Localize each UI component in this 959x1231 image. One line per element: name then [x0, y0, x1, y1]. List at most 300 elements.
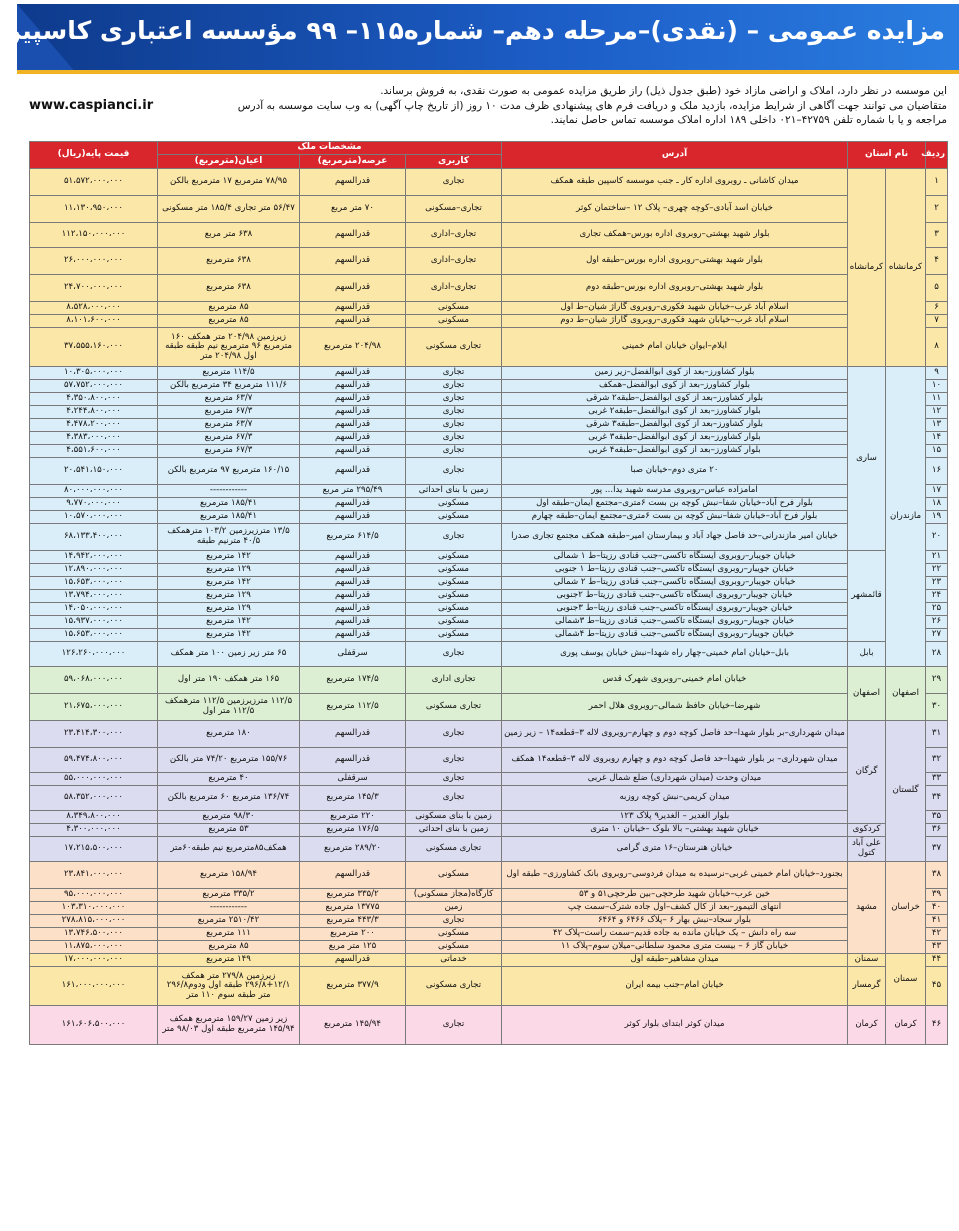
table-row [30, 694, 948, 721]
address-cell: امامزاده عباس–روبروی مدرسه شهید یدا... پور [502, 485, 848, 498]
base-price-cell: ۱۶۱،۶۰۶،۵۰۰،۰۰۰ [30, 1006, 158, 1045]
row-number: ۶ [926, 302, 948, 315]
building-area-cell: ۶۷/۳ مترمربع [158, 445, 300, 458]
address-cell: خیابان هنرستان–۱۶ متری گرامی [502, 837, 848, 862]
usage-cell: خدماتی [406, 954, 502, 967]
row-number: ۴۵ [926, 967, 948, 1006]
land-area-cell: قدرالسهم [300, 380, 406, 393]
land-area-cell: قدرالسهم [300, 458, 406, 485]
base-price-cell: ۵۱،۵۷۲،۰۰۰،۰۰۰ [30, 169, 158, 196]
building-area-cell: ۱۸۵/۴۱ مترمربع [158, 498, 300, 511]
base-price-cell: ۲۷۸،۸۱۵،۰۰۰،۰۰۰ [30, 915, 158, 928]
table-row [30, 485, 948, 498]
row-number: ۲۶ [926, 616, 948, 629]
base-price-cell: ۱۱،۸۷۵،۰۰۰،۰۰۰ [30, 941, 158, 954]
land-area-cell: ۱۷۶/۵ مترمربع [300, 824, 406, 837]
land-area-cell: قدرالسهم [300, 302, 406, 315]
building-area-cell: ۶۷/۳ مترمربع [158, 432, 300, 445]
usage-cell: تجاری [406, 721, 502, 748]
building-area-cell: ۳۳۵/۲ مترمربع [158, 889, 300, 902]
base-price-cell: ۱۵،۹۳۷،۰۰۰،۰۰۰ [30, 616, 158, 629]
row-number: ۲۸ [926, 642, 948, 667]
table-row [30, 941, 948, 954]
usage-cell: مسکونی [406, 302, 502, 315]
land-area-cell: قدرالسهم [300, 275, 406, 302]
address-cell: میدان کوثر ابتدای بلوار کوثر [502, 1006, 848, 1045]
header-address: آدرس [502, 142, 848, 169]
address-cell: بلوار کشاورز–بعد از کوی ابوالفضل–طبقه۴ غربی [502, 445, 848, 458]
base-price-cell: ۱۳،۷۹۴،۰۰۰،۰۰۰ [30, 590, 158, 603]
address-cell: بلوار کشاورز–بعد از کوی ابوالفضل–طبقه۳ غربی [502, 432, 848, 445]
address-cell: اسلام آباد غرب–خیابان شهید فکوری–روبروی گاراژ شیان–ط اول [502, 302, 848, 315]
city-cell: کرمان [848, 1006, 886, 1045]
table-row [30, 811, 948, 824]
row-number: ۳۵ [926, 811, 948, 824]
usage-cell: مسکونی [406, 498, 502, 511]
building-area-cell: زیر زمین ۱۵۹/۲۷ مترمربع همکف ۱۴۵/۹۴ مترمربع طبقه اول ۹۸/۰۳ متر [158, 1006, 300, 1045]
land-area-cell: ۷۰ متر مربع [300, 196, 406, 223]
province-cell: کرمانشاه [886, 169, 926, 367]
table-body [30, 169, 948, 1045]
usage-cell: تجاری مسکونی [406, 837, 502, 862]
building-area-cell: ۱۱۲/۵ مترزیرزمین ۱۱۲/۵ مترهمکف ۱۱۲/۵ متر اول [158, 694, 300, 721]
land-area-cell: ۱۴۵/۳ مترمربع [300, 786, 406, 811]
intro-line-3: مراجعه و یا با شماره تلفن ۴۲۷۵۹–۰۲۱ داخلی ۱۸۹ اداره املاک موسسه تماس حاصل نمایند. [550, 114, 947, 126]
base-price-cell: ۲۱،۶۷۵،۰۰۰،۰۰۰ [30, 694, 158, 721]
table-row [30, 248, 948, 275]
city-cell: گرمسار [848, 967, 886, 1006]
table-row [30, 915, 948, 928]
base-price-cell: ۲۴،۷۰۰،۰۰۰،۰۰۰ [30, 275, 158, 302]
land-area-cell: قدرالسهم [300, 862, 406, 889]
address-cell: میدان شهرداری– بر بلوار شهدا–حد فاصل کوچه دوم و چهارم روبروی لاله ۳–قطعه۱۴ همکف [502, 748, 848, 773]
address-cell: خیابان جویبار–روبروی ایستگاه تاکسی–جنب قنادی رزیتا–ط ۴شمالی [502, 629, 848, 642]
city-cell: مشهد [848, 862, 886, 954]
header-row-number: ردیف [926, 142, 948, 169]
row-number: ۲ [926, 196, 948, 223]
address-cell: میدان وحدت (میدان شهرداری) ضلع شمال غربی [502, 773, 848, 786]
row-number: ۱۷ [926, 485, 948, 498]
table-row [30, 967, 948, 1006]
usage-cell: تجاری مسکونی [406, 694, 502, 721]
base-price-cell: ۱۷،۲۱۵،۵۰۰،۰۰۰ [30, 837, 158, 862]
land-area-cell: ۳۳۵/۲ مترمربع [300, 889, 406, 902]
table-row [30, 419, 948, 432]
city-cell: گرگان [848, 721, 886, 824]
row-number: ۲۷ [926, 629, 948, 642]
table-row [30, 328, 948, 367]
city-cell: قائمشهر [848, 551, 886, 642]
land-area-cell: قدرالسهم [300, 248, 406, 275]
header-land: عرصه(مترمربع) [300, 155, 406, 169]
land-area-cell: قدرالسهم [300, 551, 406, 564]
base-price-cell: ۶۸،۱۳۳،۴۰۰،۰۰۰ [30, 524, 158, 551]
base-price-cell: ۴،۳۵۰،۸۰۰،۰۰۰ [30, 393, 158, 406]
table-row [30, 629, 948, 642]
land-area-cell: سرقفلی [300, 642, 406, 667]
table-row [30, 786, 948, 811]
usage-cell: مسکونی [406, 616, 502, 629]
header-price: قیمت پایه(ریال) [30, 142, 158, 169]
usage-cell: مسکونی [406, 928, 502, 941]
province-cell: خراسان [886, 862, 926, 954]
land-area-cell: ۳۷۷/۹ مترمربع [300, 967, 406, 1006]
row-number: ۴۳ [926, 941, 948, 954]
table-row [30, 380, 948, 393]
row-number: ۳۳ [926, 773, 948, 786]
land-area-cell: ۱۱۲/۵ مترمربع [300, 694, 406, 721]
city-cell: اصفهان [848, 667, 886, 721]
address-cell: میدان شهرداری–بر بلوار شهدا–حد فاصل کوچه دوم و چهارم–روبروی لاله ۳–قطعه۱۴ – زیر زمین [502, 721, 848, 748]
building-area-cell: ۱۲۹ مترمربع [158, 590, 300, 603]
address-cell: بلوار الغدیر – الغدیر۹ پلاک ۱۲۳ [502, 811, 848, 824]
base-price-cell: ۱۳،۷۴۶،۵۰۰،۰۰۰ [30, 928, 158, 941]
usage-cell: مسکونی [406, 603, 502, 616]
base-price-cell: ۲۰،۵۴۱،۱۵۰،۰۰۰ [30, 458, 158, 485]
usage-cell: زمین [406, 902, 502, 915]
land-area-cell: قدرالسهم [300, 169, 406, 196]
building-area-cell: ۵۶/۴۷ متر تجاری ۱۸۵/۴ متر مسکونی [158, 196, 300, 223]
building-area-cell: ۱۳/۵ مترزیرزمین ۱۰۳/۲ مترهمکف ۴۰/۵ مترنیم طبقه [158, 524, 300, 551]
province-cell: مازندران [886, 367, 926, 667]
land-area-cell: قدرالسهم [300, 223, 406, 248]
building-area-cell: ------------ [158, 485, 300, 498]
row-number: ۴۴ [926, 954, 948, 967]
address-cell: بلوار کشاورز–بعد از کوی ابوالفضل–طبقه۲ شرقی [502, 393, 848, 406]
row-number: ۵ [926, 275, 948, 302]
table-row [30, 616, 948, 629]
address-cell: خیابان اسد آبادی–کوچه چهری– پلاک ۱۲ –ساختمان کوثر [502, 196, 848, 223]
building-area-cell: ۱۳۶/۷۴ مترمربع ۶۰ مترمربع بالکن [158, 786, 300, 811]
building-area-cell: ۸۵ مترمربع [158, 941, 300, 954]
building-area-cell: ۶۳/۷ مترمربع [158, 419, 300, 432]
website-link[interactable]: www.caspianci.ir [29, 98, 154, 113]
row-number: ۴۶ [926, 1006, 948, 1045]
building-area-cell: ۶۳۸ متر مربع [158, 223, 300, 248]
address-cell: خیابان جویبار–روبروی ایستگاه تاکسی–جنب قنادی رزیتا–ط ۲جنوبی [502, 590, 848, 603]
base-price-cell: ۱۰۳،۳۱۰،۰۰۰،۰۰۰ [30, 902, 158, 915]
base-price-cell: ۴،۴۷۸،۲۰۰،۰۰۰ [30, 419, 158, 432]
row-number: ۴۰ [926, 902, 948, 915]
building-area-cell: زیرزمین ۲۷۹/۸ متر همکف ۱۲/۱+۲۹۶/۸ طبقه اول ودوم۲۹۶/۸ متر طبقه سوم ۱۱۰ متر [158, 967, 300, 1006]
city-cell: ساری [848, 367, 886, 551]
table-row [30, 551, 948, 564]
row-number: ۳۶ [926, 824, 948, 837]
land-area-cell: قدرالسهم [300, 406, 406, 419]
base-price-cell: ۴،۳۸۳،۰۰۰،۰۰۰ [30, 432, 158, 445]
land-area-cell: قدرالسهم [300, 577, 406, 590]
base-price-cell: ۴،۵۵۱،۶۰۰،۰۰۰ [30, 445, 158, 458]
base-price-cell: ۸۰،۰۰۰،۰۰۰،۰۰۰ [30, 485, 158, 498]
address-cell: خیابان شهید بهشتی– بالا بلوک –خیابان ۱۰ متری [502, 824, 848, 837]
intro-line-1: این موسسه در نظر دارد، املاک و اراضی مازاد خود (طبق جدول ذیل) راز طریق مزایده عمومی به صورت نقدی، به فروش برساند. [380, 85, 947, 97]
building-area-cell: ۱۴۲ مترمربع [158, 551, 300, 564]
land-area-cell: ۶۱۴/۵ مترمربع [300, 524, 406, 551]
land-area-cell: قدرالسهم [300, 393, 406, 406]
table-row [30, 837, 948, 862]
table-row [30, 889, 948, 902]
table-row [30, 590, 948, 603]
land-area-cell: ۱۳۷۷۵ مترمربع [300, 902, 406, 915]
usage-cell: تجاری [406, 773, 502, 786]
auction-table [29, 141, 948, 1045]
usage-cell: تجاری [406, 445, 502, 458]
land-area-cell: ۲۲۰ مترمربع [300, 811, 406, 824]
row-number: ۳۰ [926, 694, 948, 721]
header-gold-stripe [17, 70, 959, 74]
row-number: ۱۳ [926, 419, 948, 432]
usage-cell: مسکونی [406, 564, 502, 577]
address-cell: خیابان جویبار–روبروی ایستگاه تاکسی–جنب قنادی رزیتا–ط ۲ شمالی [502, 577, 848, 590]
building-area-cell: ۱۸۰ مترمربع [158, 721, 300, 748]
base-price-cell: ۴،۲۴۴،۸۰۰،۰۰۰ [30, 406, 158, 419]
base-price-cell: ۱۱۲،۱۵۰،۰۰۰،۰۰۰ [30, 223, 158, 248]
table-row [30, 902, 948, 915]
city-cell: سمنان [848, 954, 886, 967]
base-price-cell: ۸،۳۴۹،۸۰۰،۰۰۰ [30, 811, 158, 824]
table-row [30, 721, 948, 748]
address-cell: بلوار فرح آباد–خیابان شفا–نبش کوچه بن بست ۶متری–مجتمع ایمان–طبقه چهارم [502, 511, 848, 524]
row-number: ۲۳ [926, 577, 948, 590]
land-area-cell: قدرالسهم [300, 511, 406, 524]
row-number: ۱۰ [926, 380, 948, 393]
building-area-cell: ۱۴۲ مترمربع [158, 629, 300, 642]
base-price-cell: ۱۵،۶۵۳،۰۰۰،۰۰۰ [30, 577, 158, 590]
address-cell: شهرضا–خیابان حافظ شمالی–روبروی هلال احمر [502, 694, 848, 721]
address-cell: بلوار شهید بهشتی–روبروی اداره بورس–طبقه اول [502, 248, 848, 275]
building-area-cell: ۶۷/۳ مترمربع [158, 406, 300, 419]
province-cell: اصفهان [886, 667, 926, 721]
usage-cell: زمین با بنای احداثی [406, 485, 502, 498]
usage-cell: تجاری–مسکونی [406, 196, 502, 223]
land-area-cell: قدرالسهم [300, 419, 406, 432]
base-price-cell: ۱۷،۰۰۰،۰۰۰،۰۰۰ [30, 954, 158, 967]
usage-cell: تجاری [406, 367, 502, 380]
table-row [30, 223, 948, 248]
usage-cell: زمین با بنای مسکونی [406, 811, 502, 824]
land-area-cell: ۲۸۹/۲۰ مترمربع [300, 837, 406, 862]
row-number: ۲۵ [926, 603, 948, 616]
row-number: ۱۲ [926, 406, 948, 419]
address-cell: خیابان جویبار–روبروی ایستگاه تاکسی–جنب قنادی رزیتا–ط ۳شمالی [502, 616, 848, 629]
city-cell: کردکوی [848, 824, 886, 837]
address-cell: خیابان جویبار–روبروی ایستگاه تاکسی–جنب قنادی رزیتا–ط ۳جنوبی [502, 603, 848, 616]
usage-cell: تجاری مسکونی [406, 967, 502, 1006]
table-row [30, 275, 948, 302]
land-area-cell: ۱۲۵ متر مربع [300, 941, 406, 954]
usage-cell: تجاری [406, 406, 502, 419]
address-cell: ایلام–ایوان خیابان امام خمینی [502, 328, 848, 367]
row-number: ۳۹ [926, 889, 948, 902]
row-number: ۱۶ [926, 458, 948, 485]
table-row [30, 315, 948, 328]
land-area-cell: قدرالسهم [300, 590, 406, 603]
base-price-cell: ۳۷،۵۵۵،۱۶۰،۰۰۰ [30, 328, 158, 367]
base-price-cell: ۴،۳۰۰،۰۰۰،۰۰۰ [30, 824, 158, 837]
table-row [30, 564, 948, 577]
usage-cell: مسکونی [406, 511, 502, 524]
address-cell: خیابان گاز ۶ – بیست متری محمود سلطانی–میلان سوم–پلاک ۱۱ [502, 941, 848, 954]
usage-cell: مسکونی [406, 577, 502, 590]
usage-cell: تجاری–اداری [406, 275, 502, 302]
usage-cell: تجاری [406, 524, 502, 551]
row-number: ۱۹ [926, 511, 948, 524]
usage-cell: مسکونی [406, 551, 502, 564]
land-area-cell: قدرالسهم [300, 564, 406, 577]
land-area-cell: قدرالسهم [300, 954, 406, 967]
building-area-cell: ۵۳ مترمربع [158, 824, 300, 837]
base-price-cell: ۱۱،۱۳۰،۹۵۰،۰۰۰ [30, 196, 158, 223]
building-area-cell: ------------ [158, 902, 300, 915]
base-price-cell: ۹۵،۰۰۰،۰۰۰،۰۰۰ [30, 889, 158, 902]
land-area-cell: قدرالسهم [300, 616, 406, 629]
table-row [30, 577, 948, 590]
base-price-cell: ۲۶،۰۰۰،۰۰۰،۰۰۰ [30, 248, 158, 275]
land-area-cell: ۲۹۵/۴۹ متر مربع [300, 485, 406, 498]
land-area-cell: قدرالسهم [300, 748, 406, 773]
usage-cell: تجاری [406, 458, 502, 485]
base-price-cell: ۵۹،۰۶۸،۰۰۰،۰۰۰ [30, 667, 158, 694]
row-number: ۴۲ [926, 928, 948, 941]
usage-cell: تجاری [406, 748, 502, 773]
usage-cell: مسکونی [406, 862, 502, 889]
land-area-cell: قدرالسهم [300, 315, 406, 328]
table-row [30, 1006, 948, 1045]
land-area-cell: قدرالسهم [300, 432, 406, 445]
base-price-cell: ۵۹،۴۷۴،۸۰۰،۰۰۰ [30, 748, 158, 773]
address-cell: سه راه دانش – یک خیابان مانده به جاده قدیم–سمت راست–پلاک ۴۲ [502, 928, 848, 941]
building-area-cell: ۱۵۵/۷۶ مترمربع ۷۴/۲۰ متر بالکن [158, 748, 300, 773]
table-row [30, 603, 948, 616]
building-area-cell: ۶۳/۷ مترمربع [158, 393, 300, 406]
building-area-cell: ۹۸/۳۰ مترمربع [158, 811, 300, 824]
row-number: ۳۱ [926, 721, 948, 748]
land-area-cell: ۲۰۴/۹۸ مترمربع [300, 328, 406, 367]
city-cell: علی آباد کتول [848, 837, 886, 862]
usage-cell: تجاری مسکونی [406, 328, 502, 367]
building-area-cell: ۱۵۸/۹۴ مترمربع [158, 862, 300, 889]
land-area-cell: ۲۰۰ مترمربع [300, 928, 406, 941]
land-area-cell: قدرالسهم [300, 367, 406, 380]
usage-cell: تجاری–اداری [406, 248, 502, 275]
row-number: ۳۷ [926, 837, 948, 862]
row-number: ۳ [926, 223, 948, 248]
base-price-cell: ۱۰،۵۷۰،۰۰۰،۰۰۰ [30, 511, 158, 524]
building-area-cell: ۱۲۹ مترمربع [158, 603, 300, 616]
province-cell: گلستان [886, 721, 926, 862]
table-row [30, 367, 948, 380]
address-cell: ۲۰ متری دوم–خیابان صبا [502, 458, 848, 485]
building-area-cell: ۱۶۰/۱۵ مترمربع ۹۷ مترمربع بالکن [158, 458, 300, 485]
header-banner [0, 0, 959, 80]
address-cell: بلوار سجاد–نبش بهار ۶ –پلاک ۶۴۶۶ و ۶۴۶۴ [502, 915, 848, 928]
building-area-cell: ۸۵ مترمربع [158, 302, 300, 315]
table-row [30, 196, 948, 223]
row-number: ۲۴ [926, 590, 948, 603]
table-row [30, 393, 948, 406]
page-title: مزایده عمومی – (نقدی)–مرحله دهم– شماره۱۱۵– ۹۹ مؤسسه اعتباری کاسپین [0, 16, 945, 45]
building-area-cell: ۱۱۱ مترمربع [158, 928, 300, 941]
address-cell: بلوار شهید بهشتی–روبروی اداره بورس–همکف تجاری [502, 223, 848, 248]
base-price-cell: ۱۴،۰۵۰،۰۰۰،۰۰۰ [30, 603, 158, 616]
base-price-cell: ۵۷،۷۵۲،۰۰۰،۰۰۰ [30, 380, 158, 393]
city-cell: بابل [848, 642, 886, 667]
usage-cell: مسکونی [406, 590, 502, 603]
table-row [30, 511, 948, 524]
base-price-cell: ۱۲۶،۲۶۰،۰۰۰،۰۰۰ [30, 642, 158, 667]
building-area-cell: ۱۱۱/۶ مترمربع ۳۴ مترمربع بالکن [158, 380, 300, 393]
address-cell: خیابان امیر مازندرانی–حد فاصل جهاد آباد و بیمارستان امیر–طبقه همکف مجتمع تجاری صدرا [502, 524, 848, 551]
address-cell: خیابان امام خمینی–روبروی شهرک قدس [502, 667, 848, 694]
base-price-cell: ۱۲،۸۹۰،۰۰۰،۰۰۰ [30, 564, 158, 577]
land-area-cell: ۱۴۵/۹۴ مترمربع [300, 1006, 406, 1045]
base-price-cell: ۲۳،۴۱۴،۳۰۰،۰۰۰ [30, 721, 158, 748]
table-row [30, 954, 948, 967]
header-building: اعیان(مترمربع) [158, 155, 300, 169]
row-number: ۴ [926, 248, 948, 275]
row-number: ۱ [926, 169, 948, 196]
table-row [30, 458, 948, 485]
row-number: ۸ [926, 328, 948, 367]
address-cell: اسلام آباد غرب–خیابان شهید فکوری–روبروی گاراژ شیان–ط دوم [502, 315, 848, 328]
usage-cell: تجاری [406, 642, 502, 667]
province-cell: کرمان [886, 1006, 926, 1045]
land-area-cell: قدرالسهم [300, 603, 406, 616]
address-cell: خیابان جویبار–روبروی ایستگاه تاکسی–جنب قنادی رزیتا–ط ۱ شمالی [502, 551, 848, 564]
intro-line-2: متقاضیان می توانند جهت آگاهی از شرایط مزایده، بازدید ملک و دریافت فرم های پیشنهادی ظرف مدت ۱۰ روز (از تاریخ چاپ آگهی) به وب سایت موسسه به آدرس [237, 99, 947, 112]
building-area-cell: ۴۰ مترمربع [158, 773, 300, 786]
land-area-cell: ۴۴۳/۳ مترمربع [300, 915, 406, 928]
row-number: ۲۱ [926, 551, 948, 564]
building-area-cell: ۸۵ مترمربع [158, 315, 300, 328]
usage-cell: زمین با بنای احداثی [406, 824, 502, 837]
building-area-cell: ۱۶۵ متر همکف ۱۹۰ متر اول [158, 667, 300, 694]
address-cell: میدان مشاهیر–طبقه اول [502, 954, 848, 967]
table-row [30, 406, 948, 419]
building-area-cell: زیرزمین ۲۰۴/۹۸ متر همکف ۱۶۰ مترمربع ۹۶ مترمربع نیم طبقه طبقه اول ۲۰۴/۹۸ متر [158, 328, 300, 367]
table-row [30, 862, 948, 889]
table-row [30, 498, 948, 511]
building-area-cell: ۶۵ متر زیر زمین ۱۰۰ متر همکف [158, 642, 300, 667]
row-number: ۲۰ [926, 524, 948, 551]
row-number: ۱۴ [926, 432, 948, 445]
intro-text [29, 84, 947, 128]
land-area-cell: قدرالسهم [300, 629, 406, 642]
address-cell: بلوار کشاورز–بعد از کوی ابوالفضل–طبقه۳ شرقی [502, 419, 848, 432]
base-price-cell: ۹،۷۷۰،۰۰۰،۰۰۰ [30, 498, 158, 511]
usage-cell: تجاری [406, 419, 502, 432]
header-property-specs: مشخصات ملک [158, 142, 502, 155]
base-price-cell: ۲۳،۸۴۱،۰۰۰،۰۰۰ [30, 862, 158, 889]
row-number: ۱۱ [926, 393, 948, 406]
row-number: ۲۹ [926, 667, 948, 694]
usage-cell: مسکونی [406, 629, 502, 642]
table-row [30, 302, 948, 315]
usage-cell: تجاری اداری [406, 667, 502, 694]
city-cell: کرمانشاه [848, 169, 886, 367]
usage-cell: تجاری [406, 915, 502, 928]
row-number: ۲۲ [926, 564, 948, 577]
row-number: ۳۴ [926, 786, 948, 811]
address-cell: خین عرب–خیابان شهید طرحچی–بین طرحچی۵۱ و ۵۳ [502, 889, 848, 902]
base-price-cell: ۸،۵۲۸،۰۰۰،۰۰۰ [30, 302, 158, 315]
header-usage: کاربری [406, 155, 502, 169]
address-cell: خیابان جویبار–روبروی ایستگاه تاکسی–جنب قنادی رزیتا–ط ۱ جنوبی [502, 564, 848, 577]
province-cell: سمنان [886, 954, 926, 1006]
building-area-cell: ۱۴۲ مترمربع [158, 616, 300, 629]
address-cell: انتهای التیمور–بعد از کال کشف–اول جاده شترک–سمت چپ [502, 902, 848, 915]
address-cell: بلوار شهید بهشتی–روبروی اداره بورس–طبقه دوم [502, 275, 848, 302]
